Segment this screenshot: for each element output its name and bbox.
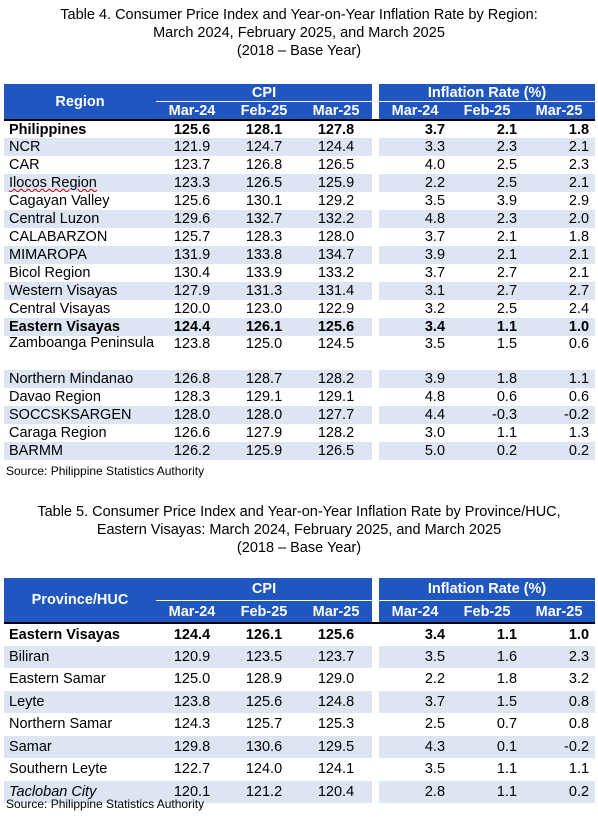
cpi-value: 133.2 [317,265,355,281]
inflation-value: 2.5 [496,157,518,173]
inflation-period-header: Feb-25 [451,601,523,624]
inflation-value: 1.1 [451,623,523,646]
cpi-value: 128.1 [228,120,300,138]
cpi-value: 127.9 [245,425,283,441]
inflation-value: 0.1 [451,736,523,759]
inflation-value: 0.8 [523,691,595,714]
inflation-value: 2.1 [523,246,595,264]
cpi-value: 126.1 [228,623,300,646]
row-label: BARMM [4,442,156,460]
inflation-value: 0.6 [496,389,518,405]
inflation-value: 3.7 [424,265,446,281]
cpi-value: 128.7 [228,370,300,388]
inflation-value: 2.3 [568,157,590,173]
cpi-value: 125.7 [173,229,211,245]
cpi-value: 125.6 [173,193,211,209]
cpi-value: 125.0 [245,336,283,352]
column-gap [372,388,379,406]
inflation-group-header: Inflation Rate (%) [379,84,595,102]
inflation-value: 1.8 [523,120,595,138]
table-row [4,758,595,781]
table-row [4,668,595,691]
table5-title-line3: (2018 – Base Year) [236,540,362,556]
row-label: Eastern Visayas [4,318,156,336]
inflation-value: 2.1 [451,246,523,264]
cpi-value: 122.9 [317,301,355,317]
table-row [4,210,595,228]
column-gap [372,442,379,460]
inflation-value: 2.3 [451,210,523,228]
table-row [4,138,595,156]
cpi-period-header: Mar-24 [156,102,228,121]
table-row [4,192,595,210]
table-row [4,336,595,370]
inflation-value: 0.2 [451,442,523,460]
inflation-value: 2.1 [568,265,590,281]
cpi-group-header: CPI [156,578,372,601]
inflation-value: 3.3 [379,138,451,156]
inflation-value: 2.1 [523,138,595,156]
cpi-value: 125.9 [228,442,300,460]
inflation-value: 1.0 [523,623,595,646]
row-label: Cagayan Valley [9,193,110,209]
cpi-value: 132.2 [300,210,372,228]
table-row [4,424,595,442]
cpi-value: 120.1 [156,781,228,804]
inflation-value: 1.8 [496,671,518,688]
inflation-value: 2.3 [523,646,595,669]
inflation-value: 2.1 [451,120,523,138]
table-row [4,228,595,246]
cpi-value: 128.3 [173,389,211,405]
inflation-value: 2.7 [451,282,523,300]
table-row [4,300,595,318]
column-gap [372,781,379,804]
cpi-value: 131.3 [228,282,300,300]
column-gap [372,578,379,623]
column-gap [372,264,379,282]
table4-title-line3: (2018 – Base Year) [236,43,362,59]
cpi-period-header: Mar-25 [300,601,372,624]
cpi-value: 126.5 [228,174,300,192]
inflation-value: 1.1 [496,425,518,441]
cpi-value: 129.1 [317,389,355,405]
cpi-value: 125.0 [173,671,211,688]
row-label: Philippines [4,120,156,138]
cpi-value: 127.9 [156,282,228,300]
inflation-value: 2.7 [523,282,595,300]
row-label: Leyte [4,691,156,714]
inflation-value: 4.8 [379,210,451,228]
inflation-value: 3.5 [379,646,451,669]
cpi-value: 128.3 [245,229,283,245]
cpi-value: 129.5 [300,736,372,759]
inflation-value: 2.5 [451,174,523,192]
table-row [4,120,595,138]
cpi-value: 125.6 [300,623,372,646]
cpi-period-header: Feb-25 [228,601,300,624]
inflation-value: 3.9 [379,246,451,264]
cpi-value: 124.5 [317,336,355,352]
cpi-value: 124.4 [156,318,228,336]
cpi-period-header: Feb-25 [228,102,300,121]
cpi-value: 128.2 [317,425,355,441]
column-gap [372,138,379,156]
inflation-period-header: Feb-25 [451,102,523,121]
inflation-value: -0.2 [523,736,595,759]
inflation-value: 2.3 [451,138,523,156]
inflation-value: 2.2 [424,671,446,688]
table-row [4,442,595,460]
table4-title-line1: Table 4. Consumer Price Index and Year-on-Year Inflation Rate by Region: [60,7,538,23]
cpi-value: 130.4 [173,265,211,281]
inflation-value: 2.2 [379,174,451,192]
row-label: Caraga Region [9,425,107,441]
table5-title-line1: Table 5. Consumer Price Index and Year-on-Year Inflation Rate by Province/HUC, [37,504,561,520]
cpi-value: 128.0 [156,406,228,424]
table-row [4,713,595,736]
inflation-value: 4.4 [379,406,451,424]
inflation-value: 0.2 [523,442,595,460]
row-label: Zamboanga Peninsula [9,336,155,351]
table5-source-note: Source: Philippine Statistics Authority [6,797,205,811]
inflation-value: 2.0 [523,210,595,228]
inflation-value: 0.2 [523,781,595,804]
province-column-header: Province/HUC [4,578,156,623]
column-gap [372,736,379,759]
column-gap [372,406,379,424]
inflation-value: 1.0 [523,318,595,336]
table-row [4,246,595,264]
column-gap [372,246,379,264]
cpi-value: 127.7 [300,406,372,424]
column-gap [372,174,379,192]
inflation-period-header: Mar-25 [523,601,595,624]
cpi-value: 124.4 [156,623,228,646]
inflation-value: 3.2 [568,671,590,688]
cpi-value: 121.9 [156,138,228,156]
table-row [4,370,595,388]
inflation-value: 5.0 [379,442,451,460]
region-column-header: Region [4,84,156,120]
cpi-group-header: CPI [156,84,372,102]
row-label: Western Visayas [4,282,156,300]
table-row [4,646,595,669]
table5-title-line2: Eastern Visayas: March 2024, February 2025, and March 2025 [96,522,502,538]
inflation-value: 1.1 [523,370,595,388]
inflation-value: 2.7 [496,265,518,281]
inflation-value: 3.9 [496,193,518,209]
table4-title-line2: March 2024, February 2025, and March 2025 [153,25,445,41]
row-label: Northern Samar [9,716,113,733]
table5-caption [0,503,598,557]
inflation-value: 2.5 [496,301,518,317]
cpi-value: 126.8 [245,157,283,173]
table-row [4,318,595,336]
row-label: Central Luzon [4,210,156,228]
cpi-value: 133.8 [228,246,300,264]
column-gap [372,282,379,300]
table-row [4,406,595,424]
inflation-value: 4.3 [379,736,451,759]
column-gap [372,156,379,174]
cpi-value: 126.1 [228,318,300,336]
inflation-value: 1.1 [496,761,518,778]
row-label: CALABARZON [9,229,108,245]
table-row [4,623,595,646]
cpi-value: 134.7 [300,246,372,264]
inflation-group-header: Inflation Rate (%) [379,578,595,601]
cpi-value: 129.8 [156,736,228,759]
table-row [4,156,595,174]
cpi-value: 125.9 [300,174,372,192]
cpi-value: 130.6 [228,736,300,759]
cpi-period-header: Mar-24 [156,601,228,624]
cpi-value: 124.8 [300,691,372,714]
inflation-value: 1.1 [451,781,523,804]
cpi-value: 126.5 [317,157,355,173]
table-row [4,282,595,300]
cpi-period-header: Mar-25 [300,102,372,121]
column-gap [372,424,379,442]
inflation-value: 3.1 [379,282,451,300]
column-gap [372,668,379,691]
inflation-value: 2.5 [424,716,446,733]
cpi-value: 124.4 [300,138,372,156]
cpi-value: 125.7 [245,716,283,733]
cpi-value: 128.0 [317,229,355,245]
row-label: Ilocos Region [4,174,156,192]
row-label: NCR [4,138,156,156]
cpi-value: 131.9 [156,246,228,264]
inflation-value: 3.7 [379,691,451,714]
inflation-value: 1.8 [568,229,590,245]
inflation-value: -0.3 [451,406,523,424]
cpi-value: 123.0 [245,301,283,317]
row-label: Samar [4,736,156,759]
column-gap [372,336,379,370]
inflation-value: 1.1 [451,318,523,336]
column-gap [372,646,379,669]
column-gap [372,192,379,210]
table-row [4,388,595,406]
cpi-value: 123.5 [228,646,300,669]
inflation-value: 1.6 [451,646,523,669]
inflation-value: 3.5 [424,336,446,352]
cpi-value: 129.0 [317,671,355,688]
cpi-value: 129.2 [317,193,355,209]
inflation-value: 0.7 [496,716,518,733]
row-label: MIMAROPA [4,246,156,264]
table5-cpi-by-province [4,578,595,803]
cpi-value: 133.9 [245,265,283,281]
inflation-value: 1.3 [568,425,590,441]
column-gap [372,623,379,646]
inflation-value: 2.8 [379,781,451,804]
inflation-value: -0.2 [523,406,595,424]
cpi-value: 127.8 [300,120,372,138]
cpi-value: 123.3 [156,174,228,192]
column-gap [372,228,379,246]
cpi-value: 120.4 [300,781,372,804]
cpi-value: 123.8 [173,336,211,352]
cpi-value: 120.9 [156,646,228,669]
cpi-value: 125.3 [317,716,355,733]
inflation-value: 3.4 [379,623,451,646]
inflation-value: 1.5 [451,691,523,714]
cpi-value: 125.6 [228,691,300,714]
row-label: SOCCSKSARGEN [4,406,156,424]
cpi-value: 124.0 [245,761,283,778]
row-label: Eastern Visayas [4,623,156,646]
cpi-value: 124.3 [173,716,211,733]
column-gap [372,758,379,781]
inflation-value: 0.8 [568,716,590,733]
row-label: Bicol Region [9,265,91,281]
cpi-value: 126.6 [173,425,211,441]
cpi-value: 128.9 [245,671,283,688]
inflation-value: 2.1 [523,174,595,192]
column-gap [372,318,379,336]
row-label: Central Visayas [9,301,111,317]
inflation-value: 3.5 [424,193,446,209]
cpi-value: 126.8 [156,370,228,388]
column-gap [372,84,379,120]
column-gap [372,691,379,714]
cpi-value: 126.2 [156,442,228,460]
column-gap [372,300,379,318]
table4-cpi-by-region [4,84,595,460]
cpi-value: 123.7 [173,157,211,173]
row-label: CAR [9,157,40,173]
cpi-value: 128.0 [228,406,300,424]
column-gap [372,370,379,388]
inflation-value: 1.8 [451,370,523,388]
row-label: Davao Region [9,389,101,405]
cpi-value: 130.1 [245,193,283,209]
table4-source-note: Source: Philippine Statistics Authority [6,464,205,478]
cpi-value: 122.7 [173,761,211,778]
table-row [4,174,595,192]
row-label: Biliran [4,646,156,669]
inflation-value: 1.5 [496,336,518,352]
inflation-value: 3.7 [424,229,446,245]
inflation-value: 0.6 [568,336,590,352]
cpi-value: 123.8 [156,691,228,714]
inflation-value: 3.0 [424,425,446,441]
inflation-value: 3.5 [424,761,446,778]
table4-caption [0,6,598,60]
column-gap [372,120,379,138]
cpi-value: 128.2 [300,370,372,388]
inflation-value: 3.4 [379,318,451,336]
row-label: Northern Mindanao [4,370,156,388]
cpi-value: 125.6 [156,120,228,138]
cpi-value: 131.4 [300,282,372,300]
cpi-value: 120.0 [173,301,211,317]
row-label: Eastern Samar [9,671,106,688]
inflation-period-header: Mar-25 [523,102,595,121]
table-row [4,691,595,714]
cpi-value: 121.2 [228,781,300,804]
cpi-value: 126.5 [300,442,372,460]
inflation-value: 3.9 [379,370,451,388]
column-gap [372,210,379,228]
inflation-period-header: Mar-24 [379,601,451,624]
column-gap [372,713,379,736]
table-row [4,736,595,759]
cpi-value: 129.6 [156,210,228,228]
inflation-value: 4.0 [424,157,446,173]
row-label: Southern Leyte [9,761,108,778]
inflation-period-header: Mar-24 [379,102,451,121]
inflation-value: 0.6 [568,389,590,405]
row-label: Tacloban City [4,781,156,804]
inflation-value: 2.4 [568,301,590,317]
cpi-value: 124.1 [317,761,355,778]
inflation-value: 3.2 [424,301,446,317]
cpi-value: 129.1 [245,389,283,405]
inflation-value: 3.7 [379,120,451,138]
inflation-value: 2.9 [568,193,590,209]
cpi-value: 125.6 [300,318,372,336]
cpi-value: 123.7 [300,646,372,669]
cpi-value: 132.7 [228,210,300,228]
inflation-value: 4.8 [424,389,446,405]
cpi-value: 124.7 [228,138,300,156]
inflation-value: 1.1 [568,761,590,778]
inflation-value: 2.1 [496,229,518,245]
table-row [4,264,595,282]
